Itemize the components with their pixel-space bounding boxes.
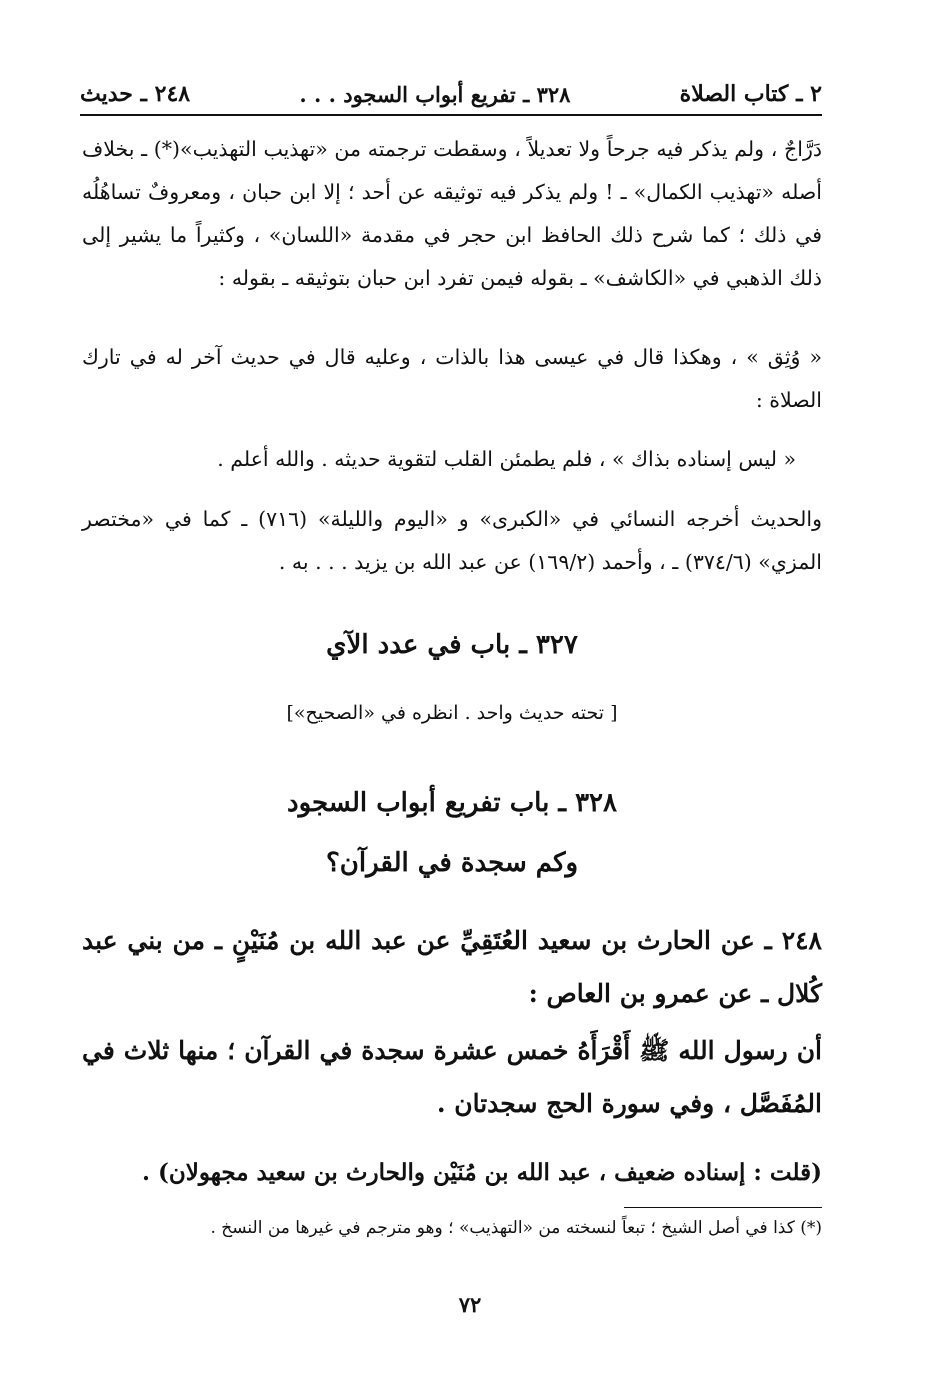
running-header (80, 74, 822, 116)
commentary-paragraph-2: « وُثِق » ، وهكذا قال في عيسى هذا بالذات ، وعليه قال في حديث آخر له في تارك الصلاة : (82, 345, 822, 412)
chapter-heading-328: ٣٢٨ ـ باب تفريع أبواب السجود (287, 788, 617, 818)
hadith-chain: ٢٤٨ ـ عن الحارث بن سعيد العُتَقِيِّ عن عبد الله بن مُنَيْنٍ ـ من بني عبد كُلال ـ عن عمرو بن العاص : (82, 926, 822, 1008)
commentary-paragraph-4: والحديث أخرجه النسائي في «الكبرى» و «اليوم والليلة» (٧١٦) ـ كما في «مختصر المزي» (٣٧٤/٦) ـ ، وأحمد (١٦٩/٢) عن عبد الله بن يزيد . . . به . (82, 507, 822, 574)
header-chapter: ٢ ـ كتاب الصلاة (679, 81, 822, 107)
page-number: ٧٢ (458, 1292, 482, 1317)
header-hadith-number: ٢٤٨ ـ حديث (80, 81, 191, 107)
hadith-verdict: (قلت : إسناده ضعيف ، عبد الله بن مُنَيْن والحارث بن سعيد مجهولان) . (141, 1159, 822, 1186)
chapter-heading-327: ٣٢٧ ـ باب في عدد الآي (326, 630, 578, 660)
chapter-subheading-328: وكم سجدة في القرآن؟ (325, 848, 579, 878)
footnote-separator (624, 1207, 822, 1208)
footnote: (*) كذا في أصل الشيخ ؛ تبعاً لنسخته من «التهذيب» ؛ وهو مترجم في غيرها من النسخ . (210, 1218, 822, 1238)
commentary-paragraph-1: دَرَّاجٌ ، ولم يذكر فيه جرحاً ولا تعديلاً ، وسقطت ترجمته من «تهذيب التهذيب»(*) ـ بخلاف أصله «تهذيب الكمال» ـ ! ولم يذكر فيه توثيقه عن أحد ؛ إلا ابن حبان ، ومعروفٌ تساهُلُه في ذلك ؛ كما شرح ذلك الحافظ ابن حجر في مقدمة «اللسان» ، وكثيراً ما يشير إلى ذلك الذهبي في «الكاشف» ـ بقوله فيمن تفرد ابن حبان بتوثيقه ـ بقوله : (82, 137, 822, 290)
hadith-text: أن رسول الله ﷺ أَقْرَأَهُ خمس عشرة سجدة في القرآن ؛ منها ثلاث في المُفَصَّل ، وفي سورة الحج سجدتان . (82, 1036, 822, 1118)
chapter-note-327: [ تحته حديث واحد . انظره في «الصحيح»] (286, 702, 618, 724)
commentary-paragraph-3: « ليس إسناده بذاك » ، فلم يطمئن القلب لتقوية حديثه . والله أعلم . (217, 447, 796, 471)
header-section: ٣٢٨ ـ تفريع أبواب السجود . . . (299, 81, 571, 107)
